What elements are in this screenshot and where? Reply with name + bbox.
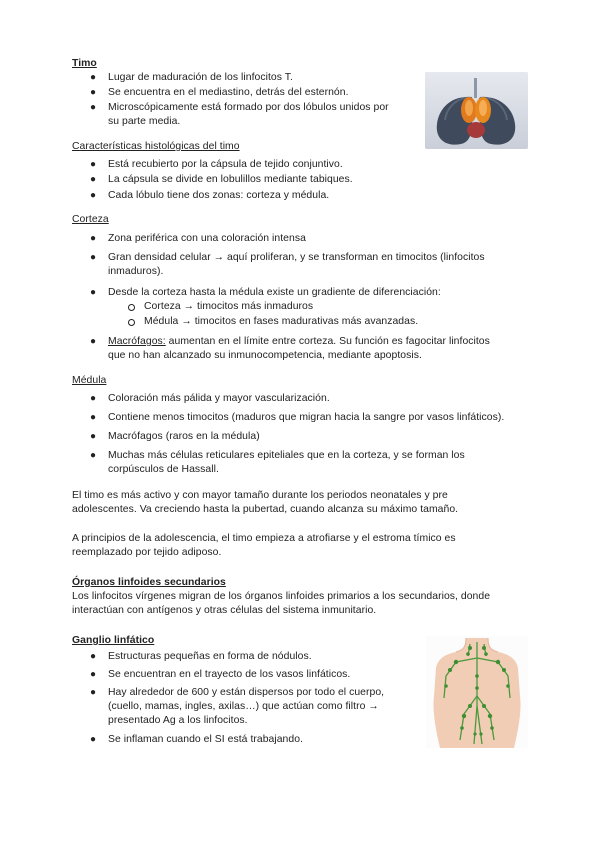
medula-bullet-2: Contiene menos timocitos (maduros que migran hacia la sangre por vasos linfáticos). (108, 412, 505, 423)
paragraph-1-line1: El timo es más activo y con mayor tamaño durante los periodos neonatales y pre (72, 490, 448, 501)
bullet-icon: ● (90, 393, 97, 404)
organos-text-line1: Los linfocitos vírgenes migran de los órganos linfoides primarios a los secundarios, donde (72, 591, 491, 602)
corteza-bullet-2-line2: inmaduros). (108, 266, 164, 277)
heading-medula: Médula (72, 375, 107, 386)
timo-bullet-2: Se encuentra en el mediastino, detrás del esternón. (108, 87, 349, 98)
bullet-icon: ● (90, 174, 97, 185)
corteza-bullet-4-line1 (108, 335, 490, 348)
bullet-icon: ● (90, 734, 97, 745)
corteza-bullet-2-line1: Gran densidad celular → aquí proliferan, y se transforman en timocitos (linfocitos (108, 252, 485, 263)
bullet-icon: ● (90, 431, 97, 442)
macrofagos-text: aumentan en el límite entre corteza. Su función es fagocitar linfocitos (165, 336, 490, 347)
bullet-icon: ● (90, 450, 97, 461)
bullet-icon: ● (90, 412, 97, 423)
bullet-icon: ● (90, 669, 97, 680)
heading-caracteristicas: Características histológicas del timo (72, 141, 240, 152)
caracteristicas-bullet-3: Cada lóbulo tiene dos zonas: corteza y médula. (108, 190, 330, 201)
ganglio-bullet-2: Se encuentran en el trayecto de los vasos linfáticos. (108, 669, 351, 680)
corteza-bullet-1: Zona periférica con una coloración intensa (108, 233, 306, 244)
lymphatic-system-image (426, 636, 528, 748)
heading-timo: Timo (72, 58, 97, 69)
macrofagos-term: Macrófagos: (108, 336, 166, 347)
ganglio-bullet-3-line1: Hay alrededor de 600 y están dispersos por todo el cuerpo, (108, 687, 385, 698)
thymus-lungs-image (425, 72, 528, 149)
corteza-bullet-4-line2: que no han alcanzado su inmunocompetencia, mediante apoptosis. (108, 350, 422, 361)
corteza-bullet-3: Desde la corteza hasta la médula existe un gradiente de diferenciación: (108, 287, 441, 298)
caracteristicas-bullet-1: Está recubierto por la cápsula de tejido conjuntivo. (108, 159, 343, 170)
paragraph-2-line2: reemplazado por tejido adiposo. (72, 547, 222, 558)
corteza-sub-2: Médula → timocitos en fases madurativas más avanzadas. (144, 316, 419, 327)
corteza-sub-1: Corteza → timocitos más inmaduros (144, 301, 314, 312)
paragraph-2-line1: A principios de la adolescencia, el timo empieza a atrofiarse y el estroma tímico es (72, 533, 456, 544)
subbullet-icon (128, 319, 135, 326)
bullet-icon: ● (90, 336, 97, 347)
medula-bullet-4-line2: corpúsculos de Hassall. (108, 464, 219, 475)
ganglio-bullet-4: Se inflaman cuando el SI está trabajando. (108, 734, 303, 745)
subbullet-icon (128, 304, 135, 311)
bullet-icon: ● (90, 252, 97, 263)
paragraph-1-line2: adolescentes. Va creciendo hasta la pubertad, cuando alcanza su máximo tamaño. (72, 504, 459, 515)
ganglio-bullet-1: Estructuras pequeñas en forma de nódulos. (108, 651, 312, 662)
bullet-icon: ● (90, 190, 97, 201)
bullet-icon: ● (90, 287, 97, 298)
bullet-icon: ● (90, 87, 97, 98)
timo-bullet-1: Lugar de maduración de los linfocitos T. (108, 72, 293, 83)
bullet-icon: ● (90, 159, 97, 170)
bullet-icon: ● (90, 72, 97, 83)
timo-bullet-3-line2: su parte media. (108, 116, 181, 127)
organos-text-line2: interactúan con antígenos y otras células del sistema inmunitario. (72, 605, 377, 616)
lymph-nodes-illustration-icon (426, 636, 528, 748)
thymus-illustration-icon (425, 72, 528, 149)
timo-bullet-3-line1: Microscópicamente está formado por dos lóbulos unidos por (108, 102, 389, 113)
medula-bullet-4-line1: Muchas más células reticulares epiteliales que en la corteza, y se forman los (108, 450, 465, 461)
bullet-icon: ● (90, 233, 97, 244)
heading-organos-linfoides: Órganos linfoides secundarios (72, 577, 226, 588)
heading-ganglio: Ganglio linfático (72, 635, 155, 646)
bullet-icon: ● (90, 687, 97, 698)
ganglio-bullet-3-line2: (cuello, mamas, ingles, axilas…) que actúan como filtro → (108, 701, 379, 712)
bullet-icon: ● (90, 651, 97, 662)
heading-corteza: Corteza (72, 214, 109, 225)
caracteristicas-bullet-2: La cápsula se divide en lobulillos mediante tabiques. (108, 174, 353, 185)
bullet-icon: ● (90, 102, 97, 113)
ganglio-bullet-3-line3: presentado Ag a los linfocitos. (108, 715, 248, 726)
medula-bullet-1: Coloración más pálida y mayor vascularización. (108, 393, 330, 404)
medula-bullet-3: Macrófagos (raros en la médula) (108, 431, 260, 442)
